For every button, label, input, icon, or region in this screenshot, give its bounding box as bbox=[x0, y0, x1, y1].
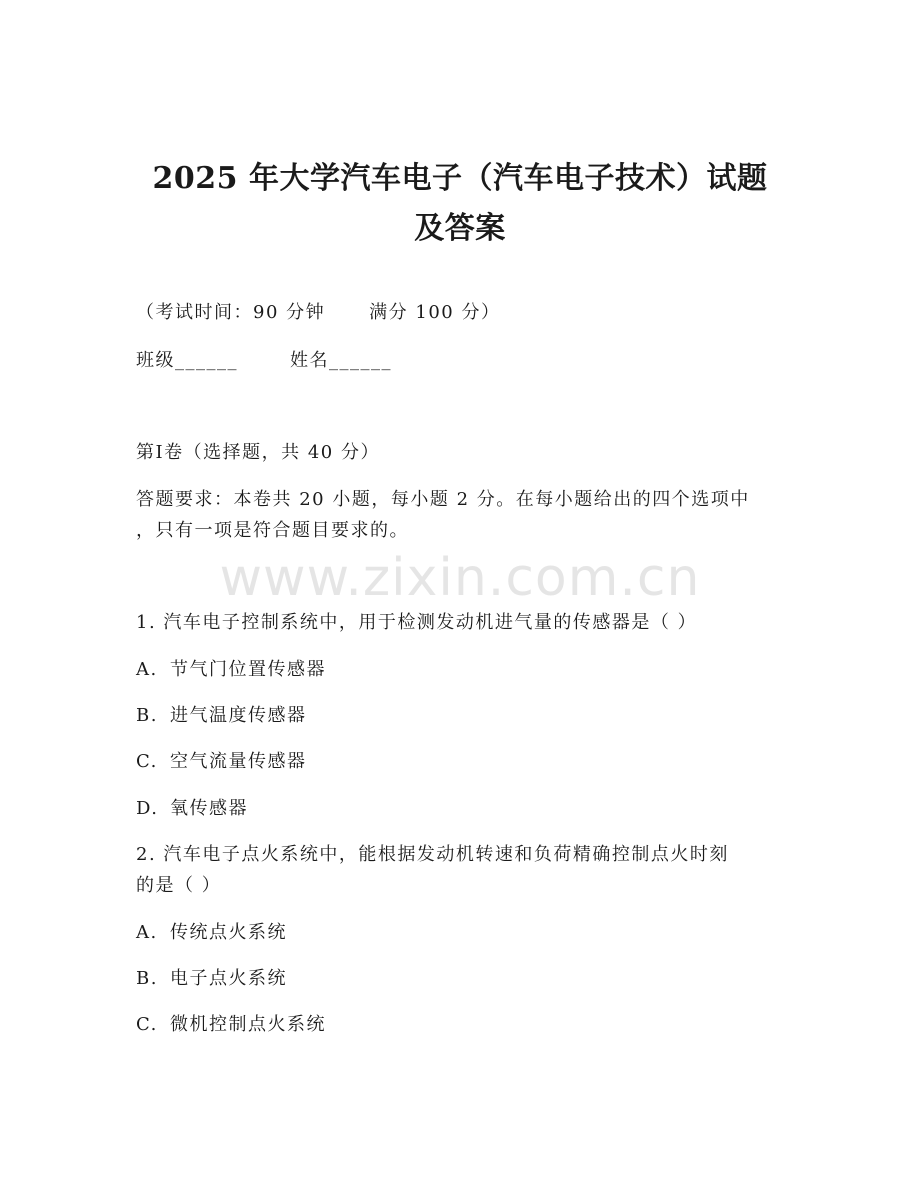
instructions-line-2: ，只有一项是符合题目要求的。 bbox=[136, 520, 409, 541]
doc-title-line-2: 及答案 bbox=[414, 211, 506, 246]
watermark: www.zixin.com.cn bbox=[219, 548, 701, 608]
option-letter: B. bbox=[136, 705, 158, 726]
question-2-stem-line-2: 的是（ ） bbox=[136, 875, 222, 896]
option-text: 空气流量传感器 bbox=[170, 751, 307, 772]
exam-info bbox=[136, 300, 500, 326]
question-1-option-d bbox=[136, 796, 248, 822]
exam-time: （考试时间：90 分钟 bbox=[136, 302, 326, 323]
option-letter: A. bbox=[136, 659, 158, 680]
student-fields bbox=[136, 348, 392, 374]
question-2-option-a bbox=[136, 920, 287, 946]
question-2-option-c bbox=[136, 1012, 326, 1038]
option-text: 进气温度传感器 bbox=[170, 705, 307, 726]
option-text: 电子点火系统 bbox=[170, 968, 287, 989]
question-1-stem: 1. 汽车电子控制系统中，用于检测发动机进气量的传感器是（ ） bbox=[136, 612, 698, 633]
exam-score: 满分 100 分） bbox=[369, 302, 501, 323]
option-letter: B. bbox=[136, 968, 158, 989]
name-field-label: 姓名______ bbox=[290, 350, 392, 371]
option-text: 节气门位置传感器 bbox=[170, 659, 326, 680]
option-text: 微机控制点火系统 bbox=[170, 1014, 326, 1035]
question-1-option-a bbox=[136, 657, 326, 683]
instructions-line-1: 答题要求：本卷共 20 小题，每小题 2 分。在每小题给出的四个选项中 bbox=[136, 489, 750, 510]
question-1-option-c bbox=[136, 749, 307, 775]
doc-title-line-1: 2025 年大学汽车电子（汽车电子技术）试题 bbox=[152, 161, 768, 196]
question-2-stem-line-1: 2. 汽车电子点火系统中，能根据发动机转速和负荷精确控制点火时刻 bbox=[136, 844, 729, 865]
question-1-option-b bbox=[136, 703, 307, 729]
option-text: 传统点火系统 bbox=[170, 922, 287, 943]
option-letter: D. bbox=[136, 798, 159, 819]
option-letter: C. bbox=[136, 751, 158, 772]
section-title: 第Ⅰ卷（选择题，共 40 分） bbox=[136, 442, 380, 463]
option-letter: C. bbox=[136, 1014, 158, 1035]
class-field-label: 班级______ bbox=[136, 350, 238, 371]
option-letter: A. bbox=[136, 922, 158, 943]
option-text: 氧传感器 bbox=[170, 798, 248, 819]
question-2-option-b bbox=[136, 966, 287, 992]
